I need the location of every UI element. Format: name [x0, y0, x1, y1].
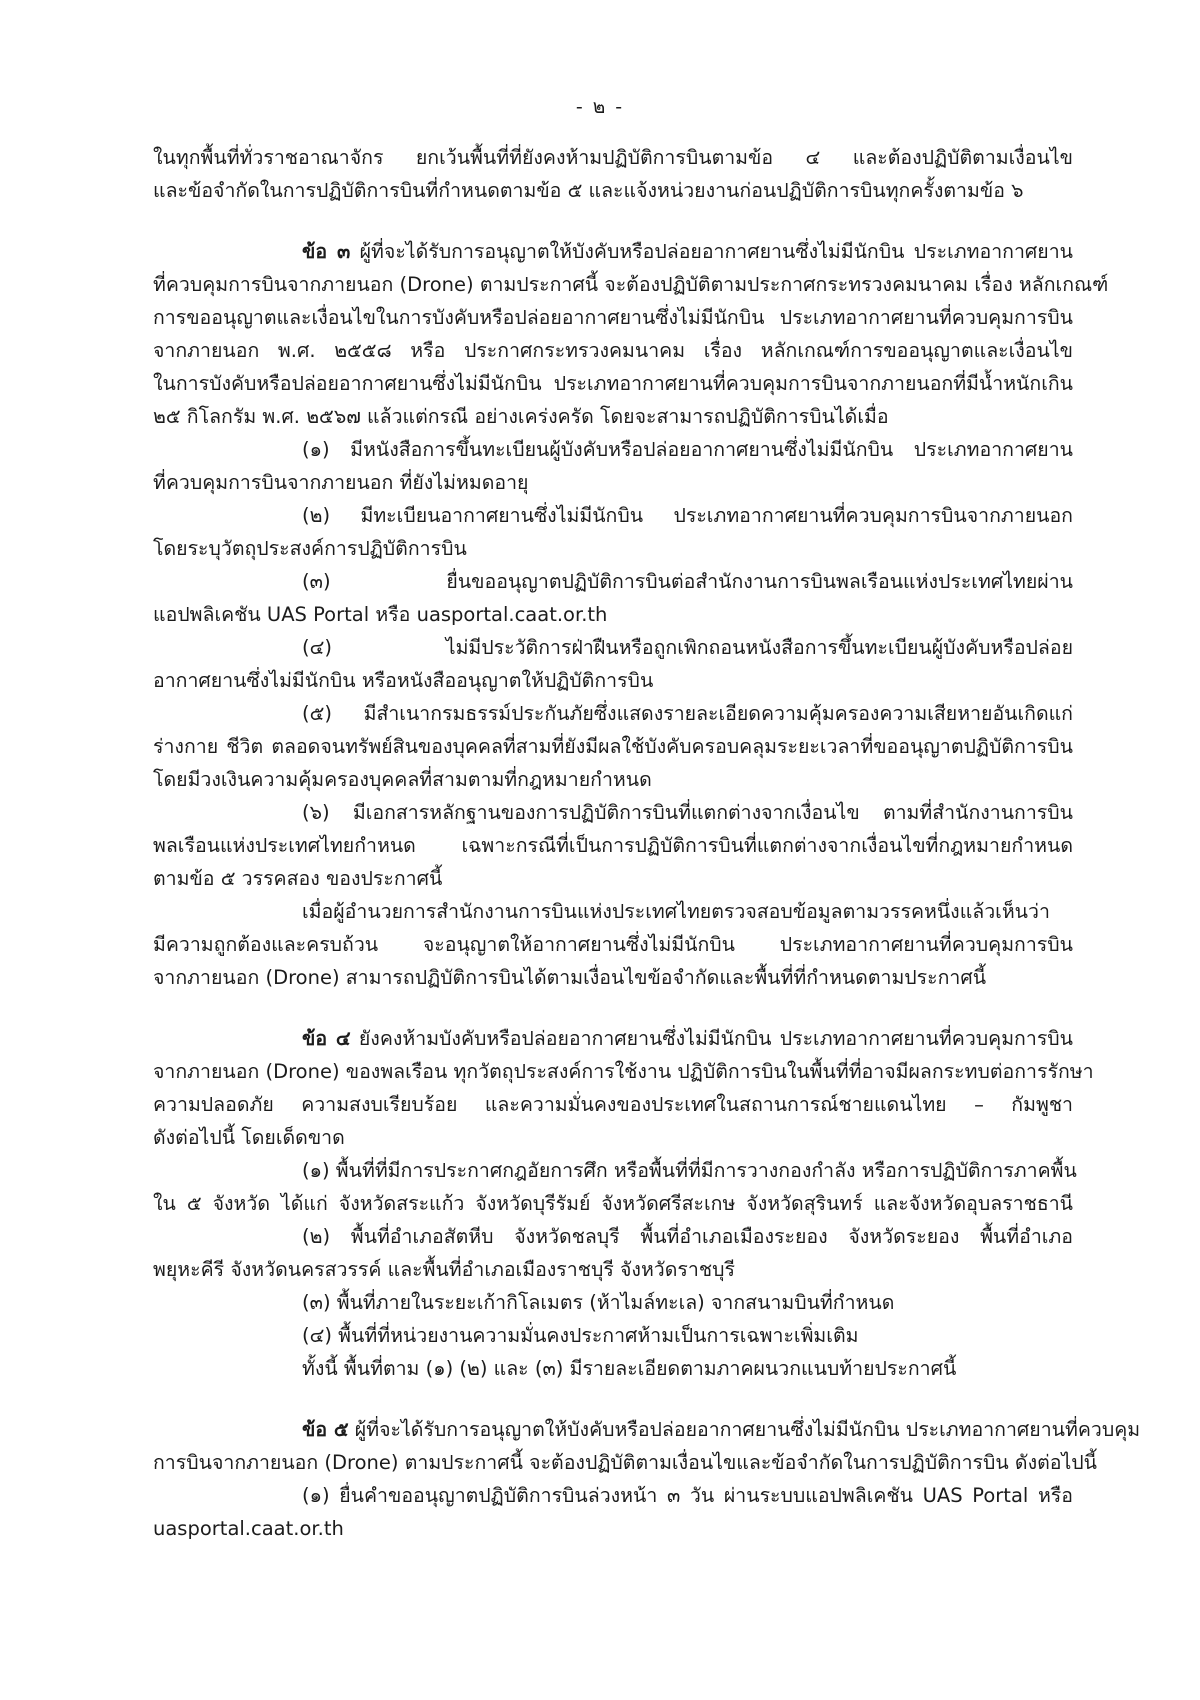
- text-line: แอปพลิเคชัน UAS Portal หรือ uasportal.caat.or.th: [153, 603, 608, 626]
- list-item-4: (๔) พื้นที่ที่หน่วยงานความมั่นคงประกาศห้ามเป็นการเฉพาะเพิ่มเติม: [302, 1324, 859, 1347]
- text-line: uasportal.caat.or.th: [153, 1517, 344, 1540]
- text-line: ยังคงห้ามบังคับหรือปล่อยอากาศยานซึ่งไม่มีนักบิน ประเภทอากาศยานที่ควบคุมการบิน: [350, 1027, 1073, 1050]
- text-line: ทั้งนี้ พื้นที่ตาม (๑) (๒) และ (๓) มีรายละเอียดตามภาคผนวกแนบท้ายประกาศนี้: [302, 1357, 957, 1380]
- text-line: ที่ควบคุมการบินจากภายนอก ที่ยังไม่หมดอายุ: [153, 471, 529, 494]
- list-item-6: (๖) มีเอกสารหลักฐานของการปฏิบัติการบินที่แตกต่างจากเงื่อนไข ตามที่สำนักงานการบิน: [302, 801, 1073, 824]
- text-line: เมื่อผู้อำนวยการสำนักงานการบินแห่งประเทศไทยตรวจสอบข้อมูลตามวรรคหนึ่งแล้วเห็นว่า: [302, 900, 1050, 923]
- text-line: ผู้ที่จะได้รับการอนุญาตให้บังคับหรือปล่อยอากาศยานซึ่งไม่มีนักบิน ประเภทอากาศยาน: [350, 240, 1073, 263]
- text-line: ที่ควบคุมการบินจากภายนอก (Drone) ตามประกาศนี้ จะต้องปฏิบัติตามประกาศกระทรวงคมนาคม เรื่อง หลักเกณฑ์: [153, 273, 1109, 296]
- text-line: การบินจากภายนอก (Drone) ตามประกาศนี้ จะต้องปฏิบัติตามเงื่อนไขและข้อจำกัดในการปฏิบัติการบิน ดังต่อไปนี้: [153, 1451, 1097, 1474]
- text-line: ในทุกพื้นที่ทั่วราชอาณาจักร ยกเว้นพื้นที่ที่ยังคงห้ามปฏิบัติการบินตามข้อ ๔ และต้องปฏิบัติตามเงื่อนไข: [153, 146, 1073, 169]
- clause-5-heading-line: [302, 1415, 1141, 1445]
- text-line: และข้อจำกัดในการปฏิบัติการบินที่กำหนดตามข้อ ๕ และแจ้งหน่วยงานก่อนปฏิบัติการบินทุกครั้งตามข้อ ๖: [153, 179, 1024, 202]
- text-line: ๒๕ กิโลกรัม พ.ศ. ๒๕๖๗ แล้วแต่กรณี อย่างเคร่งครัด โดยจะสามารถปฏิบัติการบินได้เมื่อ: [153, 405, 889, 428]
- text-line: มีความถูกต้องและครบถ้วน จะอนุญาตให้อากาศยานซึ่งไม่มีนักบิน ประเภทอากาศยานที่ควบคุมการบิน: [153, 933, 1073, 956]
- list-item-2: (๒) มีทะเบียนอากาศยานซึ่งไม่มีนักบิน ประเภทอากาศยานที่ควบคุมการบินจากภายนอก: [302, 504, 1073, 527]
- text-line: พยุหะคีรี จังหวัดนครสวรรค์ และพื้นที่อำเภอเมืองราชบุรี จังหวัดราชบุรี: [153, 1258, 735, 1281]
- text-line: โดยมีวงเงินความคุ้มครองบุคคลที่สามตามที่กฎหมายกำหนด: [153, 768, 652, 791]
- text-line: ความปลอดภัย ความสงบเรียบร้อย และความมั่นคงของประเทศในสถานการณ์ชายแดนไทย – กัมพูชา: [153, 1093, 1073, 1116]
- text-line: ผู้ที่จะได้รับการอนุญาตให้บังคับหรือปล่อยอากาศยานซึ่งไม่มีนักบิน ประเภทอากาศยานที่ควบคุม: [348, 1418, 1141, 1441]
- text-line: พลเรือนแห่งประเทศไทยกำหนด เฉพาะกรณีที่เป็นการปฏิบัติการบินที่แตกต่างจากเงื่อนไขที่กฎหมายกำหนด: [153, 834, 1073, 857]
- text-line: จากภายนอก พ.ศ. ๒๕๕๘ หรือ ประกาศกระทรวงคมนาคม เรื่อง หลักเกณฑ์การขออนุญาตและเงื่อนไข: [153, 339, 1073, 362]
- clause-label: ข้อ ๔: [302, 1027, 351, 1050]
- clause-label: ข้อ ๕: [302, 1418, 349, 1441]
- text-line: ร่างกาย ชีวิต ตลอดจนทรัพย์สินของบุคคลที่สามที่ยังมีผลใช้บังคับครอบคลุมระยะเวลาที่ขออนุญาตปฏิบัติการบิน: [153, 735, 1073, 758]
- text-line: อากาศยานซึ่งไม่มีนักบิน หรือหนังสืออนุญาตให้ปฏิบัติการบิน: [153, 669, 654, 692]
- text-line: การขออนุญาตและเงื่อนไขในการบังคับหรือปล่อยอากาศยานซึ่งไม่มีนักบิน ประเภทอากาศยานที่ควบคุมการบิน: [153, 306, 1073, 329]
- list-item-1: (๑) มีหนังสือการขึ้นทะเบียนผู้บังคับหรือปล่อยอากาศยานซึ่งไม่มีนักบิน ประเภทอากาศยาน: [302, 438, 1073, 461]
- text-line: ใน ๕ จังหวัด ได้แก่ จังหวัดสระแก้ว จังหวัดบุรีรัมย์ จังหวัดศรีสะเกษ จังหวัดสุรินทร์ และจังหวัดอุบลราชธานี: [153, 1192, 1073, 1215]
- text-line: ดังต่อไปนี้ โดยเด็ดขาด: [153, 1126, 345, 1149]
- list-item-1: (๑) ยื่นคำขออนุญาตปฏิบัติการบินล่วงหน้า ๓ วัน ผ่านระบบแอปพลิเคชัน UAS Portal หรือ: [302, 1484, 1073, 1507]
- text-line: จากภายนอก (Drone) สามารถปฏิบัติการบินได้ตามเงื่อนไขข้อจำกัดและพื้นที่ที่กำหนดตามประกาศนี้: [153, 966, 987, 989]
- list-item-4: (๔) ไม่มีประวัติการฝ่าฝืนหรือถูกเพิกถอนหนังสือการขึ้นทะเบียนผู้บังคับหรือปล่อย: [302, 636, 1073, 659]
- clause-label: ข้อ ๓: [302, 240, 351, 263]
- list-item-3: (๓) พื้นที่ภายในระยะเก้ากิโลเมตร (ห้าไมล์ทะเล) จากสนามบินที่กำหนด: [302, 1291, 895, 1314]
- page-number: - ๒ -: [575, 96, 625, 118]
- clause-3-heading-line: [302, 237, 1073, 267]
- list-item-2: (๒) พื้นที่อำเภอสัตหีบ จังหวัดชลบุรี พื้นที่อำเภอเมืองระยอง จังหวัดระยอง พื้นที่อำเภอ: [302, 1225, 1073, 1248]
- list-item-5: (๕) มีสำเนากรมธรรม์ประกันภัยซึ่งแสดงรายละเอียดความคุ้มครองความเสียหายอันเกิดแก่: [302, 702, 1073, 725]
- text-line: โดยระบุวัตถุประสงค์การปฏิบัติการบิน: [153, 537, 467, 560]
- list-item-1: (๑) พื้นที่ที่มีการประกาศกฎอัยการศึก หรือพื้นที่ที่มีการวางกองกำลัง หรือการปฏิบัติการภาคพื้น: [302, 1159, 1077, 1182]
- text-line: ตามข้อ ๕ วรรคสอง ของประกาศนี้: [153, 867, 443, 890]
- clause-4-heading-line: [302, 1024, 1073, 1054]
- list-item-3: (๓) ยื่นขออนุญาตปฏิบัติการบินต่อสำนักงานการบินพลเรือนแห่งประเทศไทยผ่าน: [302, 570, 1073, 593]
- text-line: ในการบังคับหรือปล่อยอากาศยานซึ่งไม่มีนักบิน ประเภทอากาศยานที่ควบคุมการบินจากภายนอกที่มีน้ำหนักเกิน: [153, 372, 1073, 395]
- text-line: จากภายนอก (Drone) ของพลเรือน ทุกวัตถุประสงค์การใช้งาน ปฏิบัติการบินในพื้นที่ที่อาจมีผลกระทบต่อการรักษา: [153, 1060, 1094, 1083]
